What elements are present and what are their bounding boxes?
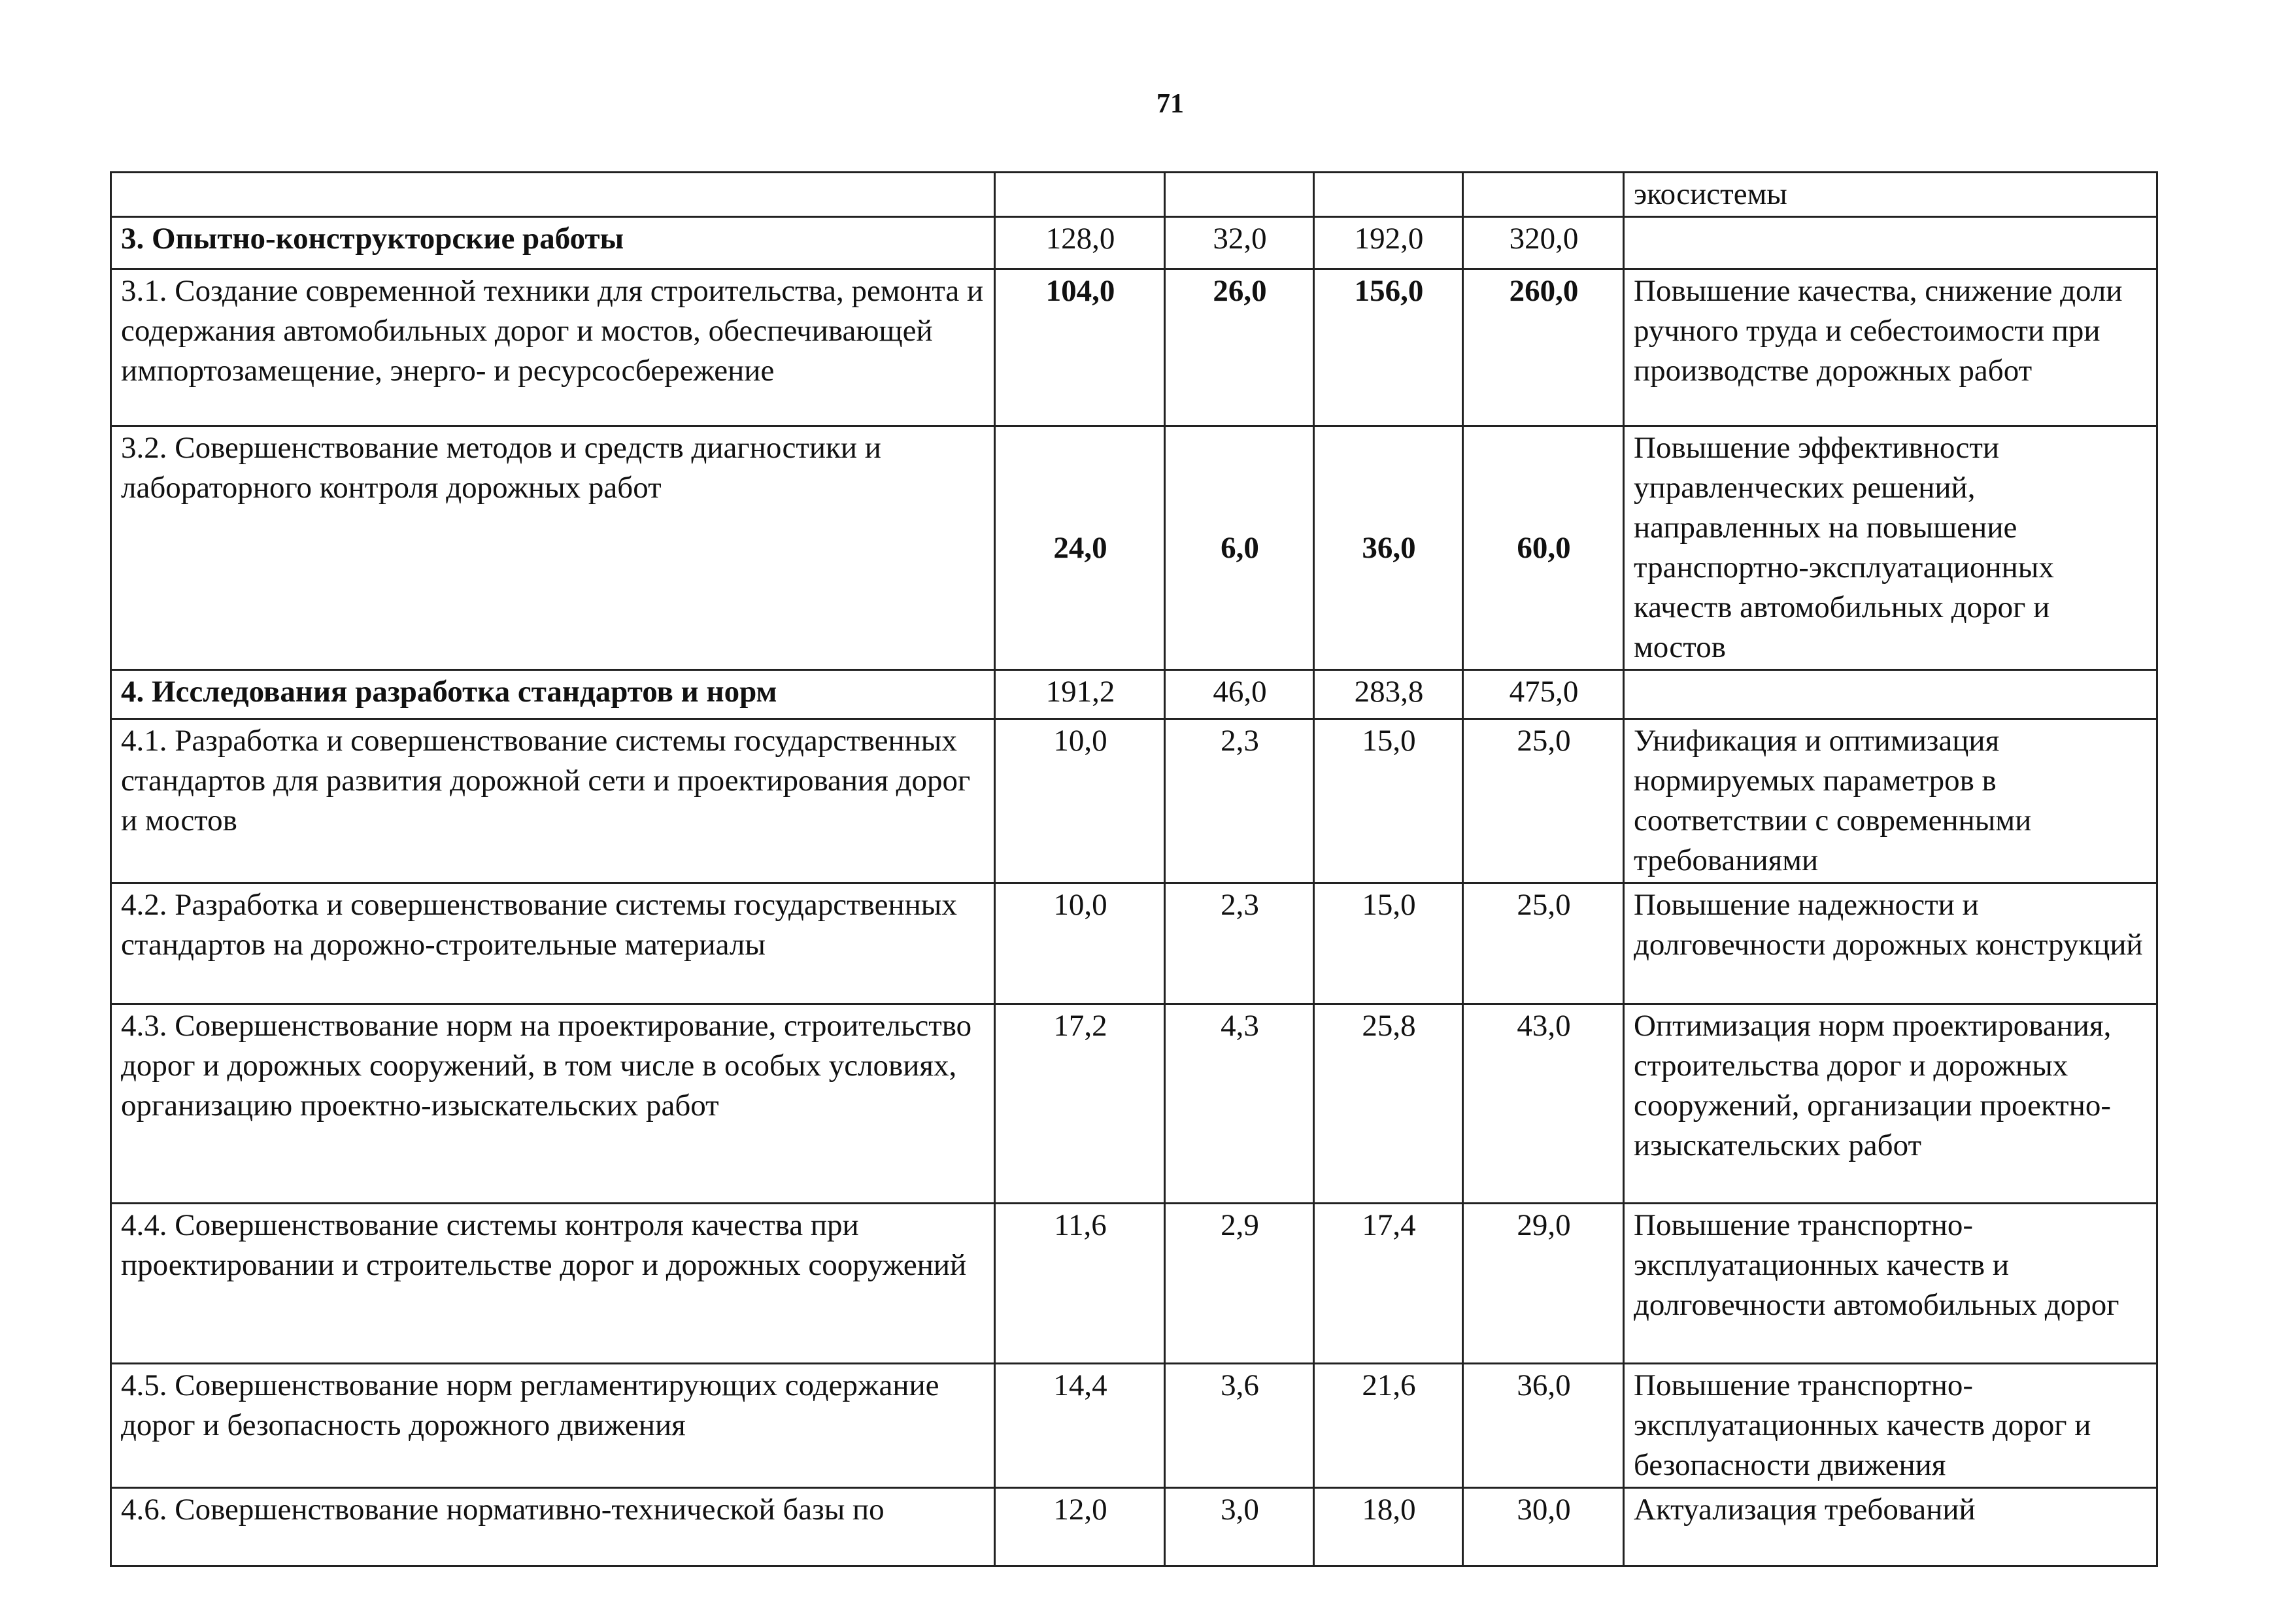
expected-result: Повышение качества, снижение доли ручного труда и себестоимости при производстве дорожных работ bbox=[1624, 269, 2157, 426]
row-description: 4.1. Разработка и совершенствование системы государственных стандартов для развития дорожной сети и проектирования дорог и мостов bbox=[111, 719, 995, 883]
expected-result: Повышение надежности и долговечности дорожных конструкций bbox=[1624, 883, 2157, 1004]
value-cell-1: 11,6 bbox=[995, 1204, 1165, 1364]
value-cell-2 bbox=[1165, 173, 1314, 217]
value-cell-4: 25,0 bbox=[1463, 883, 1624, 1004]
value-cell-4: 260,0 bbox=[1463, 269, 1624, 426]
value-cell-1: 12,0 bbox=[995, 1488, 1165, 1566]
expected-result: Актуализация требований bbox=[1624, 1488, 2157, 1566]
table-row bbox=[111, 1004, 2157, 1204]
value-cell-3: 17,4 bbox=[1314, 1204, 1463, 1364]
value-cell-3: 21,6 bbox=[1314, 1364, 1463, 1488]
expected-result bbox=[1624, 670, 2157, 719]
value-cell-4: 43,0 bbox=[1463, 1004, 1624, 1204]
row-description: 3.1. Создание современной техники для строительства, ремонта и содержания автомобильных дорог и мостов, обеспечивающей импортозамещение, энерго- и ресурсосбережение bbox=[111, 269, 995, 426]
expected-result: Оптимизация норм проектирования, строительства дорог и дорожных сооружений, организации проектно-изыскательских работ bbox=[1624, 1004, 2157, 1204]
value-cell-1: 128,0 bbox=[995, 217, 1165, 269]
value-cell-4: 30,0 bbox=[1463, 1488, 1624, 1566]
value-cell-1: 17,2 bbox=[995, 1004, 1165, 1204]
value-cell-4 bbox=[1463, 173, 1624, 217]
value-cell-1: 191,2 bbox=[995, 670, 1165, 719]
value-cell-3: 36,0 bbox=[1314, 426, 1463, 670]
value-cell-3: 18,0 bbox=[1314, 1488, 1463, 1566]
value-cell-1: 10,0 bbox=[995, 719, 1165, 883]
value-cell-2: 2,9 bbox=[1165, 1204, 1314, 1364]
row-description: 3. Опытно-конструкторские работы bbox=[111, 217, 995, 269]
row-description: 4. Исследования разработка стандартов и норм bbox=[111, 670, 995, 719]
value-cell-4: 25,0 bbox=[1463, 719, 1624, 883]
row-description: 3.2. Совершенствование методов и средств диагностики и лабораторного контроля дорожных работ bbox=[111, 426, 995, 670]
expected-result bbox=[1624, 217, 2157, 269]
expected-result: Унификация и оптимизация нормируемых параметров в соответствии с современными требованиями bbox=[1624, 719, 2157, 883]
value-cell-2: 32,0 bbox=[1165, 217, 1314, 269]
value-cell-2: 6,0 bbox=[1165, 426, 1314, 670]
row-description bbox=[111, 173, 995, 217]
table-row bbox=[111, 1204, 2157, 1364]
row-description: 4.6. Совершенствование нормативно-технической базы по bbox=[111, 1488, 995, 1566]
value-cell-2: 2,3 bbox=[1165, 719, 1314, 883]
section-row bbox=[111, 670, 2157, 719]
table-row bbox=[111, 269, 2157, 426]
row-description: 4.4. Совершенствование системы контроля качества при проектировании и строительстве дорог и дорожных сооружений bbox=[111, 1204, 995, 1364]
row-description: 4.3. Совершенствование норм на проектирование, строительство дорог и дорожных сооружений, в том числе в особых условиях, организацию проектно-изыскательских работ bbox=[111, 1004, 995, 1204]
value-cell-3: 156,0 bbox=[1314, 269, 1463, 426]
row-description: 4.5. Совершенствование норм регламентирующих содержание дорог и безопасность дорожного движения bbox=[111, 1364, 995, 1488]
continuation-row bbox=[111, 173, 2157, 217]
expected-result: Повышение транспортно-эксплуатационных качеств дорог и безопасности движения bbox=[1624, 1364, 2157, 1488]
value-cell-3: 25,8 bbox=[1314, 1004, 1463, 1204]
value-cell-4: 36,0 bbox=[1463, 1364, 1624, 1488]
table-row bbox=[111, 1488, 2157, 1566]
value-cell-4: 320,0 bbox=[1463, 217, 1624, 269]
value-cell-1: 24,0 bbox=[995, 426, 1165, 670]
value-cell-2: 2,3 bbox=[1165, 883, 1314, 1004]
value-cell-1: 10,0 bbox=[995, 883, 1165, 1004]
section-row bbox=[111, 217, 2157, 269]
value-cell-3: 283,8 bbox=[1314, 670, 1463, 719]
value-cell-3: 15,0 bbox=[1314, 883, 1463, 1004]
value-cell-1: 104,0 bbox=[995, 269, 1165, 426]
program-table bbox=[110, 171, 2158, 1567]
value-cell-3: 15,0 bbox=[1314, 719, 1463, 883]
value-cell-1 bbox=[995, 173, 1165, 217]
expected-result: экосистемы bbox=[1624, 173, 2157, 217]
table-row bbox=[111, 719, 2157, 883]
table-row bbox=[111, 1364, 2157, 1488]
value-cell-2: 4,3 bbox=[1165, 1004, 1314, 1204]
value-cell-3: 192,0 bbox=[1314, 217, 1463, 269]
page-number: 71 bbox=[1156, 89, 1184, 119]
table-row bbox=[111, 426, 2157, 670]
value-cell-1: 14,4 bbox=[995, 1364, 1165, 1488]
value-cell-2: 26,0 bbox=[1165, 269, 1314, 426]
value-cell-4: 60,0 bbox=[1463, 426, 1624, 670]
expected-result: Повышение эффективности управленческих решений, направленных на повышение транспортно-эксплуатационных качеств автомобильных дорог и мостов bbox=[1624, 426, 2157, 670]
row-description: 4.2. Разработка и совершенствование системы государственных стандартов на дорожно-строительные материалы bbox=[111, 883, 995, 1004]
value-cell-4: 475,0 bbox=[1463, 670, 1624, 719]
table-row bbox=[111, 883, 2157, 1004]
value-cell-3 bbox=[1314, 173, 1463, 217]
value-cell-4: 29,0 bbox=[1463, 1204, 1624, 1364]
value-cell-2: 3,6 bbox=[1165, 1364, 1314, 1488]
expected-result: Повышение транспортно-эксплуатационных качеств и долговечности автомобильных дорог bbox=[1624, 1204, 2157, 1364]
value-cell-2: 46,0 bbox=[1165, 670, 1314, 719]
value-cell-2: 3,0 bbox=[1165, 1488, 1314, 1566]
